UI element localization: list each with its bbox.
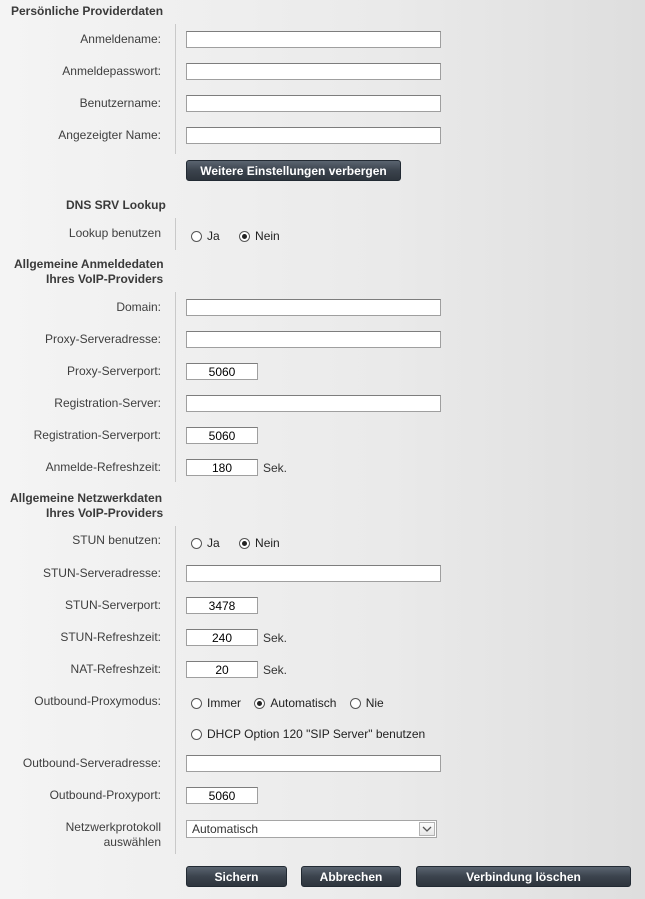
radio-icon[interactable] <box>191 729 202 740</box>
dns-lookup-no-label: Nein <box>255 229 280 243</box>
outbound-never-label: Nie <box>365 696 384 710</box>
radio-selected-icon[interactable] <box>254 698 265 709</box>
toggle-settings-button[interactable]: Weitere Einstellungen verbergen <box>186 160 401 181</box>
outbound-port-label: Outbound-Proxyport: <box>49 788 161 802</box>
divider <box>175 24 176 154</box>
proxy-address-input[interactable] <box>186 331 441 348</box>
display-name-label: Angezeigter Name: <box>58 128 161 142</box>
outbound-mode-label: Outbound-Proxymodus: <box>34 694 161 708</box>
stun-refresh-unit: Sek. <box>263 631 288 645</box>
radio-icon[interactable] <box>191 538 202 549</box>
stun-no-option[interactable] <box>239 536 280 550</box>
outbound-dhcp-radio-group <box>191 727 435 743</box>
cancel-button[interactable]: Abbrechen <box>301 866 401 887</box>
stun-address-input[interactable] <box>186 565 441 582</box>
radio-icon[interactable] <box>191 231 202 242</box>
domain-input[interactable] <box>186 299 441 316</box>
protocol-select-value: Automatisch <box>192 822 259 836</box>
outbound-never-option[interactable] <box>350 696 384 710</box>
outbound-dhcp-option[interactable] <box>191 727 425 741</box>
section-title-registration: Allgemeine Anmeldedaten <box>14 257 164 271</box>
divider <box>175 292 176 482</box>
stun-use-radio-group <box>191 536 290 552</box>
outbound-auto-option[interactable] <box>254 696 336 710</box>
proxy-port-input[interactable] <box>186 363 258 380</box>
proxy-address-label: Proxy-Serveradresse: <box>44 332 161 346</box>
section-title-registration-sub: Ihres VoIP-Providers <box>46 272 164 286</box>
dns-lookup-yes-label: Ja <box>207 229 220 243</box>
registrar-input[interactable] <box>186 395 441 412</box>
delete-connection-button[interactable]: Verbindung löschen <box>416 866 631 887</box>
registrar-port-input[interactable] <box>186 427 258 444</box>
stun-refresh-input[interactable] <box>186 629 258 646</box>
section-title-network: Allgemeine Netzwerkdaten <box>10 491 163 505</box>
dns-lookup-no-option[interactable] <box>239 229 280 243</box>
radio-selected-icon[interactable] <box>239 231 250 242</box>
radio-icon[interactable] <box>350 698 361 709</box>
divider <box>175 526 176 854</box>
proxy-port-label: Proxy-Serverport: <box>66 364 161 378</box>
section-title-personal: Persönliche Providerdaten <box>11 4 164 18</box>
section-title-network-sub: Ihres VoIP-Providers <box>46 506 164 520</box>
username-input[interactable] <box>186 95 441 112</box>
stun-port-label: STUN-Serverport: <box>64 598 161 612</box>
outbound-auto-label: Automatisch <box>270 696 337 710</box>
username-label: Benutzername: <box>79 96 161 110</box>
nat-refresh-input[interactable] <box>186 661 258 678</box>
login-name-input[interactable] <box>186 31 441 48</box>
refresh-label: Anmelde-Refreshzeit: <box>45 460 161 474</box>
login-name-label: Anmeldename: <box>80 32 161 46</box>
radio-selected-icon[interactable] <box>239 538 250 549</box>
stun-yes-label: Ja <box>207 536 220 550</box>
outbound-port-input[interactable] <box>186 787 258 804</box>
stun-refresh-label: STUN-Refreshzeit: <box>60 630 161 644</box>
dns-lookup-radio-group <box>191 229 290 245</box>
refresh-input[interactable] <box>186 459 258 476</box>
outbound-always-option[interactable] <box>191 696 241 710</box>
radio-icon[interactable] <box>191 698 202 709</box>
stun-port-input[interactable] <box>186 597 258 614</box>
registrar-port-label: Registration-Serverport: <box>33 428 161 442</box>
dns-lookup-label: Lookup benutzen <box>68 226 161 240</box>
login-password-label: Anmeldepasswort: <box>62 64 161 78</box>
refresh-unit: Sek. <box>263 461 288 475</box>
stun-yes-option[interactable] <box>191 536 220 550</box>
protocol-select[interactable] <box>186 820 437 838</box>
domain-label: Domain: <box>116 300 161 314</box>
save-button[interactable]: Sichern <box>186 866 287 887</box>
dns-lookup-yes-option[interactable] <box>191 229 220 243</box>
divider <box>175 218 176 250</box>
chevron-down-icon[interactable] <box>419 822 435 836</box>
stun-address-label: STUN-Serveradresse: <box>42 566 161 580</box>
login-password-input[interactable] <box>186 63 441 80</box>
outbound-dhcp-label: DHCP Option 120 "SIP Server" benutzen <box>207 727 426 741</box>
display-name-input[interactable] <box>186 127 441 144</box>
protocol-label: Netzwerkprotokoll <box>65 820 161 834</box>
outbound-address-input[interactable] <box>186 755 441 772</box>
outbound-always-label: Immer <box>207 696 241 710</box>
protocol-label-sub: auswählen <box>103 835 161 849</box>
outbound-address-label: Outbound-Serveradresse: <box>22 756 161 770</box>
registrar-label: Registration-Server: <box>54 396 161 410</box>
section-title-dns: DNS SRV Lookup <box>66 198 166 212</box>
nat-refresh-label: NAT-Refreshzeit: <box>70 662 161 676</box>
stun-use-label: STUN benutzen: <box>72 533 161 547</box>
stun-no-label: Nein <box>255 536 280 550</box>
outbound-mode-radio-group <box>191 696 394 712</box>
nat-refresh-unit: Sek. <box>263 663 288 677</box>
